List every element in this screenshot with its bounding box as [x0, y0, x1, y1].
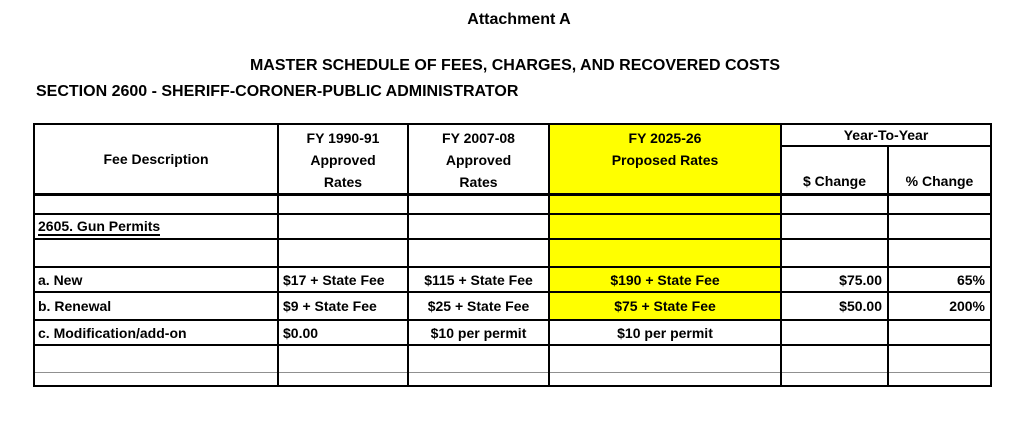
section-heading: SECTION 2600 - SHERIFF-CORONER-PUBLIC ADMINISTRATOR: [36, 83, 519, 100]
table-row-modification: [34, 320, 991, 345]
cell-dollar-change: $75.00: [781, 267, 888, 292]
table-row: [34, 345, 991, 373]
cell-fy-2025-26: [549, 345, 781, 373]
cell-fy-2025-26: $75 + State Fee: [549, 292, 781, 320]
cell-fy-2025-26: [549, 195, 781, 215]
cell-fy-2007-08: [408, 239, 549, 267]
cell-fee-description: [34, 214, 278, 239]
cell-fee-description: [34, 345, 278, 373]
cell-dollar-change: [781, 373, 888, 387]
cell-fee-description: [34, 373, 278, 387]
page-title: MASTER SCHEDULE OF FEES, CHARGES, AND RECOVERED COSTS: [249, 57, 781, 74]
table-row-renewal: [34, 292, 991, 320]
cell-fy-2025-26: [549, 239, 781, 267]
cell-fy-2007-08: $115 + State Fee: [408, 267, 549, 292]
cell-percent-change: 65%: [888, 267, 991, 292]
cell-dollar-change: [781, 239, 888, 267]
table-row: [34, 195, 991, 215]
header-line: Approved: [445, 152, 512, 168]
cell-fee-description: c. Modification/add-on: [34, 320, 278, 345]
cell-fy-1990-91: $17 + State Fee: [278, 267, 408, 292]
column-header-fy-2007-08: [408, 124, 549, 195]
fee-schedule-table: [33, 123, 992, 387]
column-header-fy-2025-26-proposed: [549, 124, 781, 195]
cell-fy-1990-91: $0.00: [278, 320, 408, 345]
cell-dollar-change: [781, 320, 888, 345]
cell-fy-2007-08: [408, 345, 549, 373]
cell-fy-2025-26: $10 per permit: [549, 320, 781, 345]
gun-permits-label: 2605. Gun Permits: [38, 217, 161, 234]
cell-percent-change: [888, 214, 991, 239]
cell-fy-2025-26: [549, 373, 781, 387]
cell-fy-1990-91: $9 + State Fee: [278, 292, 408, 320]
cell-fy-1990-91: [278, 214, 408, 239]
cell-fy-2007-08: [408, 373, 549, 387]
cell-fy-2007-08: $10 per permit: [408, 320, 549, 345]
cell-percent-change: [888, 345, 991, 373]
cell-fy-1990-91: [278, 239, 408, 267]
column-header-fy-1990-91: [278, 124, 408, 195]
table-row-new: [34, 267, 991, 292]
cell-percent-change: [888, 239, 991, 267]
header-line: Rates: [459, 174, 498, 190]
cell-percent-change: [888, 373, 991, 387]
column-header-percent-change: % Change: [888, 146, 991, 194]
header-line: FY 2025-26: [628, 130, 702, 146]
cell-fy-2007-08: $25 + State Fee: [408, 292, 549, 320]
table-header-row: [34, 124, 991, 146]
cell-fy-2025-26: [549, 214, 781, 239]
cell-fee-description: [34, 195, 278, 215]
header-line: Approved: [310, 152, 376, 168]
cell-dollar-change: [781, 214, 888, 239]
header-line: Rates: [323, 174, 363, 190]
column-header-dollar-change: $ Change: [781, 146, 888, 194]
cell-fy-2007-08: [408, 214, 549, 239]
cell-fy-1990-91: [278, 373, 408, 387]
cell-fee-description: a. New: [34, 267, 278, 292]
attachment-label: Attachment A: [467, 11, 571, 28]
cell-percent-change: [888, 320, 991, 345]
column-header-fee-description: Fee Description: [34, 124, 278, 195]
cell-fee-description: [34, 239, 278, 267]
cell-dollar-change: $50.00: [781, 292, 888, 320]
cell-dollar-change: [781, 345, 888, 373]
header-line: FY 1990-91: [306, 130, 380, 146]
cell-percent-change: 200%: [888, 292, 991, 320]
cell-fy-2025-26: $190 + State Fee: [549, 267, 781, 292]
cell-fy-1990-91: [278, 345, 408, 373]
table-row: [34, 239, 991, 267]
cell-dollar-change: [781, 195, 888, 215]
header-line: Proposed Rates: [611, 152, 719, 168]
column-header-year-to-year: Year-To-Year: [781, 124, 991, 146]
cell-percent-change: [888, 195, 991, 215]
table-row-gun-permits: [34, 214, 991, 239]
cell-fy-2007-08: [408, 195, 549, 215]
table-row: [34, 373, 991, 387]
header-line: FY 2007-08: [442, 130, 515, 146]
cell-fee-description: b. Renewal: [34, 292, 278, 320]
cell-fy-1990-91: [278, 195, 408, 215]
